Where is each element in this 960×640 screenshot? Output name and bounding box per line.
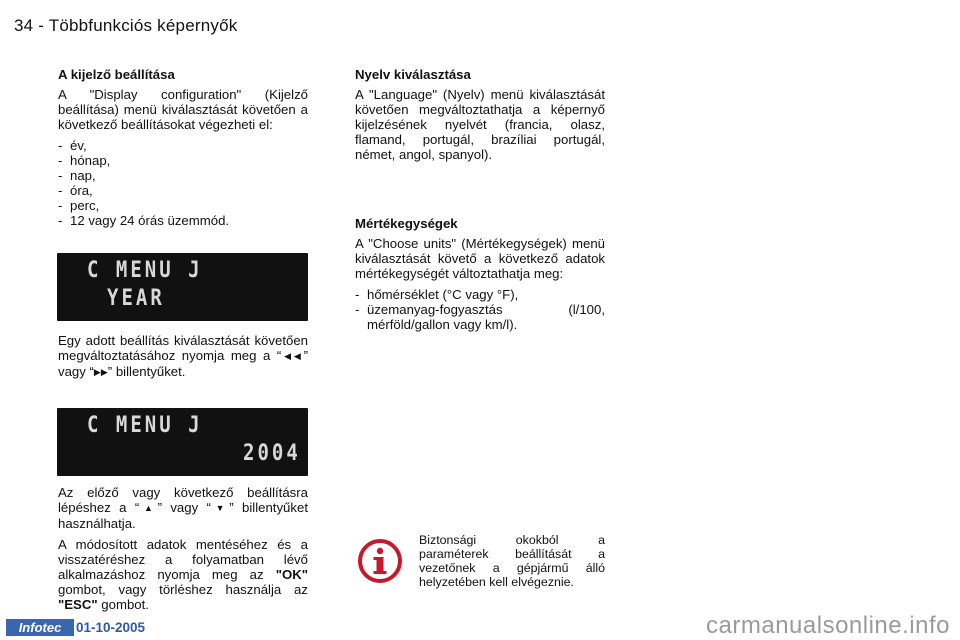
section-heading-units: Mértékegységek [355,216,458,231]
info-icon [357,538,403,584]
list-item: - év, [58,138,308,153]
lcd-display-2004 [57,408,308,476]
list-item: - üzemanyag-fogyasztás (l/100, mérföld/gallon vagy km/l). [355,302,605,332]
header-separator: - [38,16,45,35]
display-config-list [58,138,308,228]
list-item: - hónap, [58,153,308,168]
lcd-menu-line: C MENU J [87,257,203,283]
ok-label: "OK" [275,567,308,582]
save-paragraph: A módosított adatok mentéséhez és a visszatéréshez a folyamatban lévő alkalmazáshoz nyomja meg az "OK" gombot, vagy törléshez használja az "ESC" gombot. [58,537,308,612]
arrow-up-icon: ▲ [139,503,158,513]
lcd-display-year [57,253,308,321]
units-text: A "Choose units" (Mértékegységek) menü kiválasztását követő a következő adatok mértékegységét változtathatja meg: [355,236,605,281]
list-item: - perc, [58,198,308,213]
fast-forward-icon: ▶▶ [93,367,108,377]
arrow-down-icon: ▼ [210,503,230,513]
infotec-logo: Infotec [6,619,74,636]
list-item: - nap, [58,168,308,183]
watermark: carmanualsonline.info [706,612,950,639]
section-heading-display: A kijelző beállítása [58,67,175,82]
navigation-paragraphs [58,485,308,618]
page-number: 34 [14,16,34,35]
page-title: Többfunkciós képernyők [48,16,238,35]
list-item: - hőmérséklet (°C vagy °F), [355,287,605,302]
safety-note-text: Biztonsági okokból a paraméterek beállítását a vezetőnek a gépjármű álló helyzetében kell elvégeznie. [419,533,605,589]
footer-date: 01-10-2005 [76,620,146,635]
step-setting-paragraph: Az előző vagy következő beállításra lépéshez a “▲” vagy “▼” billentyűket használhatja. [58,485,308,531]
language-text: A "Language" (Nyelv) menü kiválasztását követően megváltoztathatja a képernyő kijelzésének nyelvét (francia, olasz, flamand, portugál, brazíliai portugál, német, angol, spanyol). [355,87,605,162]
display-config-section [58,67,308,234]
section-heading-language: Nyelv kiválasztása [355,67,471,82]
lcd-value-line: YEAR [107,285,165,311]
list-item: - óra, [58,183,308,198]
language-section [355,67,605,168]
change-setting-paragraph: Egy adott beállítás kiválasztását követően megváltoztatásához nyomja meg a “◀◀” vagy “▶▶” billentyűket. [58,333,308,379]
esc-label: "ESC" [58,597,98,612]
page-header [14,16,237,36]
units-list [355,287,605,332]
lcd-menu-line: C MENU J [87,412,203,438]
rewind-icon: ◀◀ [281,351,304,361]
list-item: - 12 vagy 24 órás üzemmód. [58,213,308,228]
lcd-value-line: 2004 [243,440,301,466]
display-config-intro: A "Display configuration" (Kijelző beállítása) menü kiválasztását követően a következő beállításokat végezheti el: [58,87,308,132]
safety-note [419,533,605,595]
units-section [355,216,605,338]
